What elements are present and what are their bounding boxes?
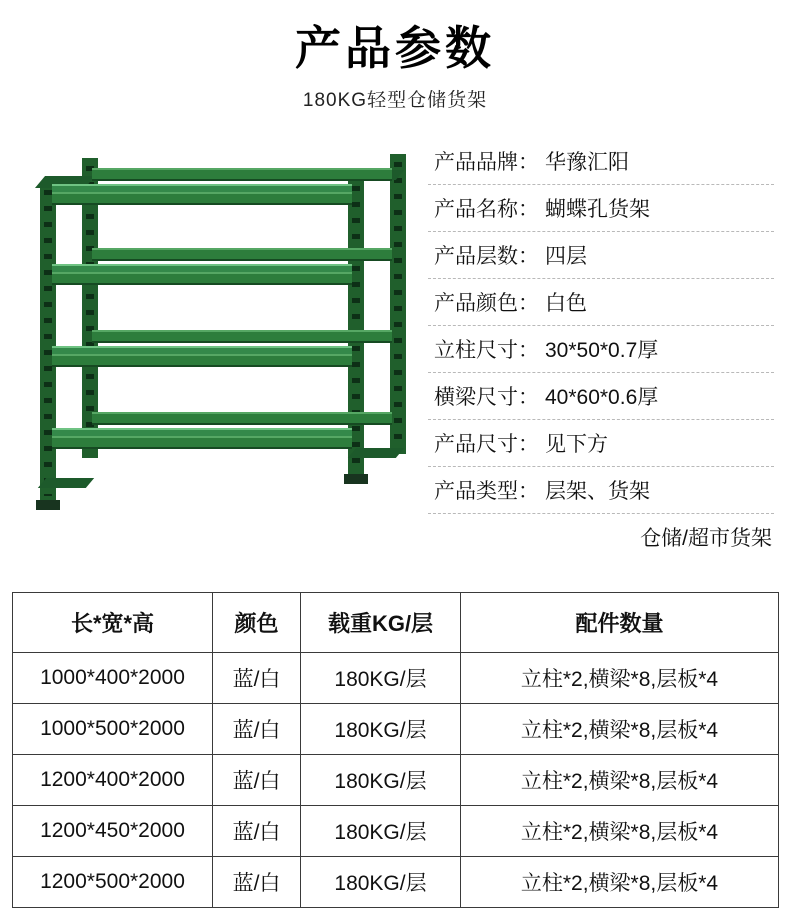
spec-row-color	[428, 279, 774, 326]
cell-load: 180KG/层	[301, 857, 461, 908]
spec-row-beam-size	[428, 373, 774, 420]
column-header-size: 长*宽*高	[13, 593, 213, 653]
spec-row-post-size	[428, 326, 774, 373]
model-table	[12, 592, 779, 908]
product-overview	[0, 130, 790, 556]
shelf-post-front-left	[40, 182, 56, 504]
model-table-container	[12, 592, 778, 908]
product-image	[14, 130, 414, 530]
cell-parts: 立柱*2,横梁*8,层板*4	[461, 755, 779, 806]
cell-color: 蓝/白	[213, 857, 301, 908]
spec-list	[414, 130, 774, 556]
spec-value: 华豫汇阳	[545, 150, 629, 174]
shelf-beam-level2-front	[52, 272, 352, 285]
shelf-beam-level4-back	[92, 412, 392, 425]
spec-row-dimensions	[428, 420, 774, 467]
cell-color: 蓝/白	[213, 806, 301, 857]
spec-value: 30*50*0.7厚	[545, 338, 659, 362]
spec-type-extra: 仓储/超市货架	[640, 526, 772, 550]
spec-row-type	[428, 467, 774, 514]
shelf-beam-level1-front	[52, 192, 352, 205]
spec-label: 产品名称：	[434, 197, 539, 221]
spec-value: 见下方	[545, 432, 608, 456]
page-title: 产品参数	[295, 22, 495, 74]
spec-label: 产品类型：	[434, 479, 539, 503]
spec-row-name	[428, 185, 774, 232]
page-header	[0, 0, 790, 112]
spec-label: 产品尺寸：	[434, 432, 539, 456]
cell-parts: 立柱*2,横梁*8,层板*4	[461, 806, 779, 857]
shelf-beam-level4-front	[52, 436, 352, 449]
page-subtitle: 180KG轻型仓储货架	[302, 89, 488, 111]
spec-label: 产品层数：	[434, 244, 539, 268]
shelf-beam-level3-front	[52, 354, 352, 367]
cell-load: 180KG/层	[301, 755, 461, 806]
column-header-load: 载重KG/层	[301, 593, 461, 653]
column-header-parts: 配件数量	[461, 593, 779, 653]
cell-color: 蓝/白	[213, 653, 301, 704]
spec-label: 产品品牌：	[434, 150, 539, 174]
table-row	[13, 806, 779, 857]
shelf-foot-left	[36, 500, 60, 510]
table-row	[13, 653, 779, 704]
spec-value: 四层	[545, 244, 587, 268]
table-row	[13, 857, 779, 908]
shelf-beam-level1-back	[92, 168, 392, 181]
cell-parts: 立柱*2,横梁*8,层板*4	[461, 704, 779, 755]
cell-size: 1200*500*2000	[13, 857, 213, 908]
spec-label: 产品颜色：	[434, 291, 539, 315]
spec-value: 蝴蝶孔货架	[545, 197, 650, 221]
table-row	[13, 704, 779, 755]
cell-load: 180KG/层	[301, 704, 461, 755]
cell-size: 1200*450*2000	[13, 806, 213, 857]
cell-color: 蓝/白	[213, 704, 301, 755]
spec-value: 40*60*0.6厚	[545, 385, 659, 409]
shelf-foot-right	[344, 474, 368, 484]
shelf-post-rear-right	[390, 154, 406, 454]
table-row	[13, 755, 779, 806]
table-header-row	[13, 593, 779, 653]
shelf-illustration	[22, 148, 412, 518]
cell-load: 180KG/层	[301, 806, 461, 857]
cell-parts: 立柱*2,横梁*8,层板*4	[461, 857, 779, 908]
spec-value: 白色	[545, 291, 587, 315]
cell-size: 1000*500*2000	[13, 704, 213, 755]
cell-size: 1000*400*2000	[13, 653, 213, 704]
shelf-brace-bottom-right	[348, 448, 404, 458]
shelf-brace-bottom-left	[38, 478, 94, 488]
cell-size: 1200*400*2000	[13, 755, 213, 806]
column-header-color: 颜色	[213, 593, 301, 653]
cell-color: 蓝/白	[213, 755, 301, 806]
spec-value: 层架、货架	[545, 479, 650, 503]
cell-load: 180KG/层	[301, 653, 461, 704]
spec-label: 横梁尺寸：	[434, 385, 539, 409]
shelf-beam-level3-back	[92, 330, 392, 343]
cell-parts: 立柱*2,横梁*8,层板*4	[461, 653, 779, 704]
spec-label: 立柱尺寸：	[434, 338, 539, 362]
spec-row-levels	[428, 232, 774, 279]
spec-row-brand	[428, 138, 774, 185]
shelf-beam-level2-back	[92, 248, 392, 261]
